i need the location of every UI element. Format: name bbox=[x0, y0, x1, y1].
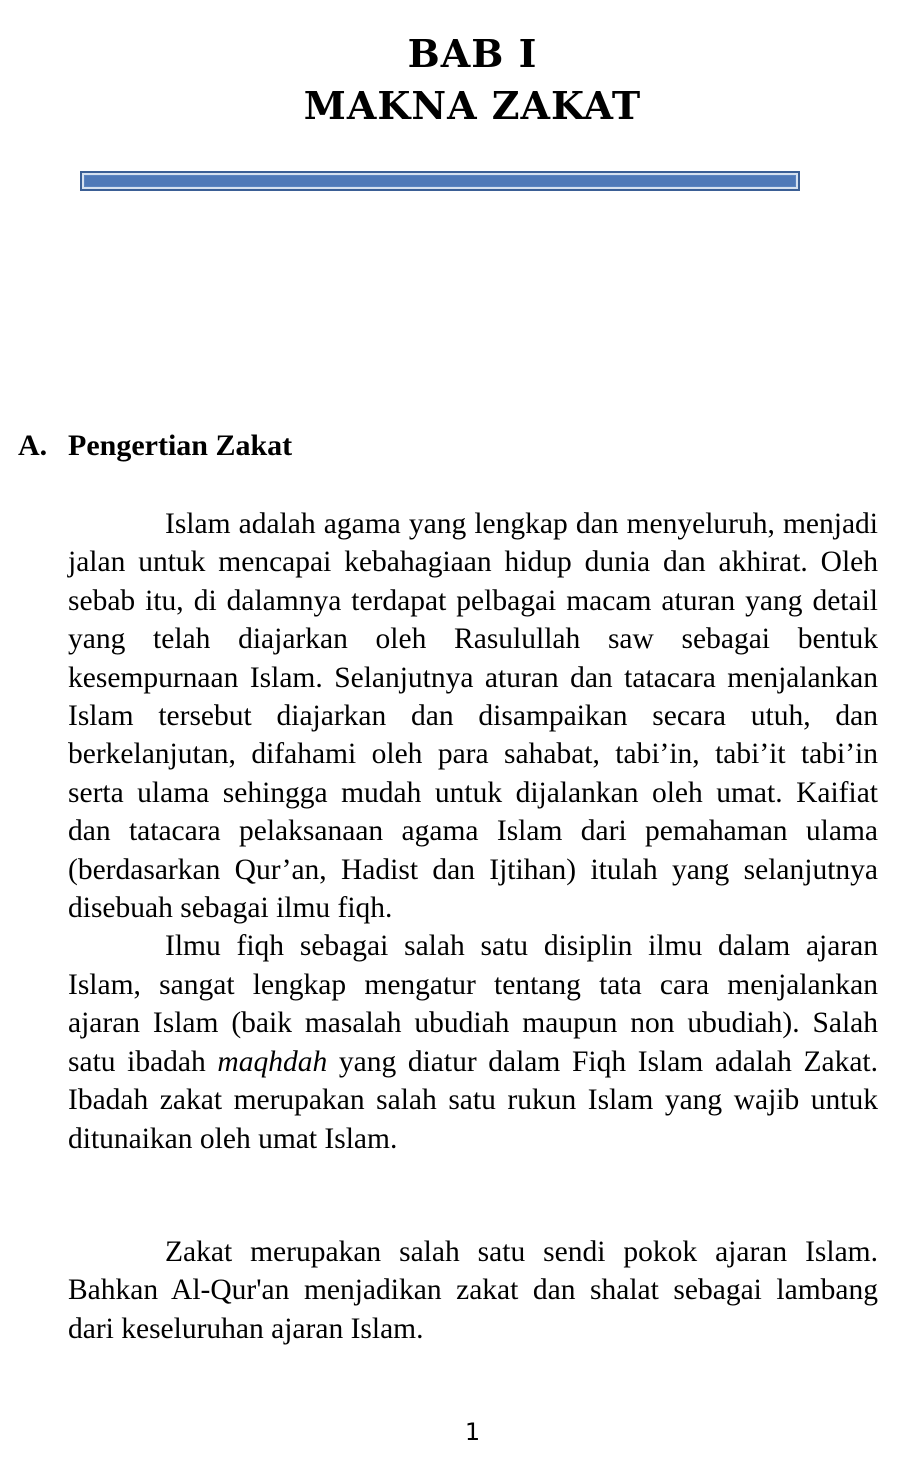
body-text-block bbox=[68, 505, 878, 1158]
chapter-title bbox=[0, 28, 902, 132]
page-number: 1 bbox=[464, 1418, 481, 1446]
section-title: Pengertian Zakat bbox=[68, 429, 293, 462]
section-marker: A. bbox=[18, 429, 48, 462]
chapter-name: MAKNA ZAKAT bbox=[303, 83, 642, 128]
paragraph-2-italic-term: maqhdah bbox=[217, 1045, 328, 1078]
body-text-block-2 bbox=[68, 1233, 878, 1348]
paragraph-2 bbox=[68, 927, 878, 1157]
title-divider bbox=[80, 171, 800, 191]
paragraph-1: Islam adalah agama yang lengkap dan menyeluruh, menjadi jalan untuk mencapai kebahagiaan hidup dunia dan akhirat. Oleh sebab itu, di dalamnya terdapat pelbagai macam aturan yang detail yang telah diajarkan oleh Rasulullah saw sebagai bentuk kesempurnaan Islam. Selanjutnya aturan dan tatacara menjalankan Islam tersebut diajarkan dan disampaikan secara utuh, dan berkelanjutan, difahami oleh para sahabat, tabi’in, tabi’it tabi’in serta ulama sehingga mudah untuk dijalankan oleh umat. Kaifiat dan tatacara pelaksanaan agama Islam dari pemahaman ulama (berdasarkan Qur’an, Hadist dan Ijtihan) itulah yang selanjutnya disebuah sebagai ilmu fiqh. bbox=[68, 508, 878, 925]
paragraph-2-text-end: yang diatur dalam Fiqh Islam adalah Zakat. Ibadah zakat merupakan salah satu rukun Islam yang wajib untuk ditunaikan oleh umat Islam. bbox=[68, 1045, 878, 1155]
chapter-number: BAB I bbox=[407, 31, 538, 76]
paragraph-2-text-start: Ilmu fiqh sebagai salah satu disiplin ilmu dalam ajaran Islam, sangat lengkap mengatur tentang tata cara menjalankan ajaran Islam (baik masalah ubudiah maupun non ubudiah). Salah satu ibadah bbox=[68, 930, 878, 1078]
paragraph-3: Zakat merupakan salah satu sendi pokok ajaran Islam. Bahkan Al-Qur'an menjadikan zakat dan shalat sebagai lambang dari keseluruhan ajaran Islam. bbox=[68, 1236, 878, 1345]
section-heading bbox=[18, 426, 292, 466]
